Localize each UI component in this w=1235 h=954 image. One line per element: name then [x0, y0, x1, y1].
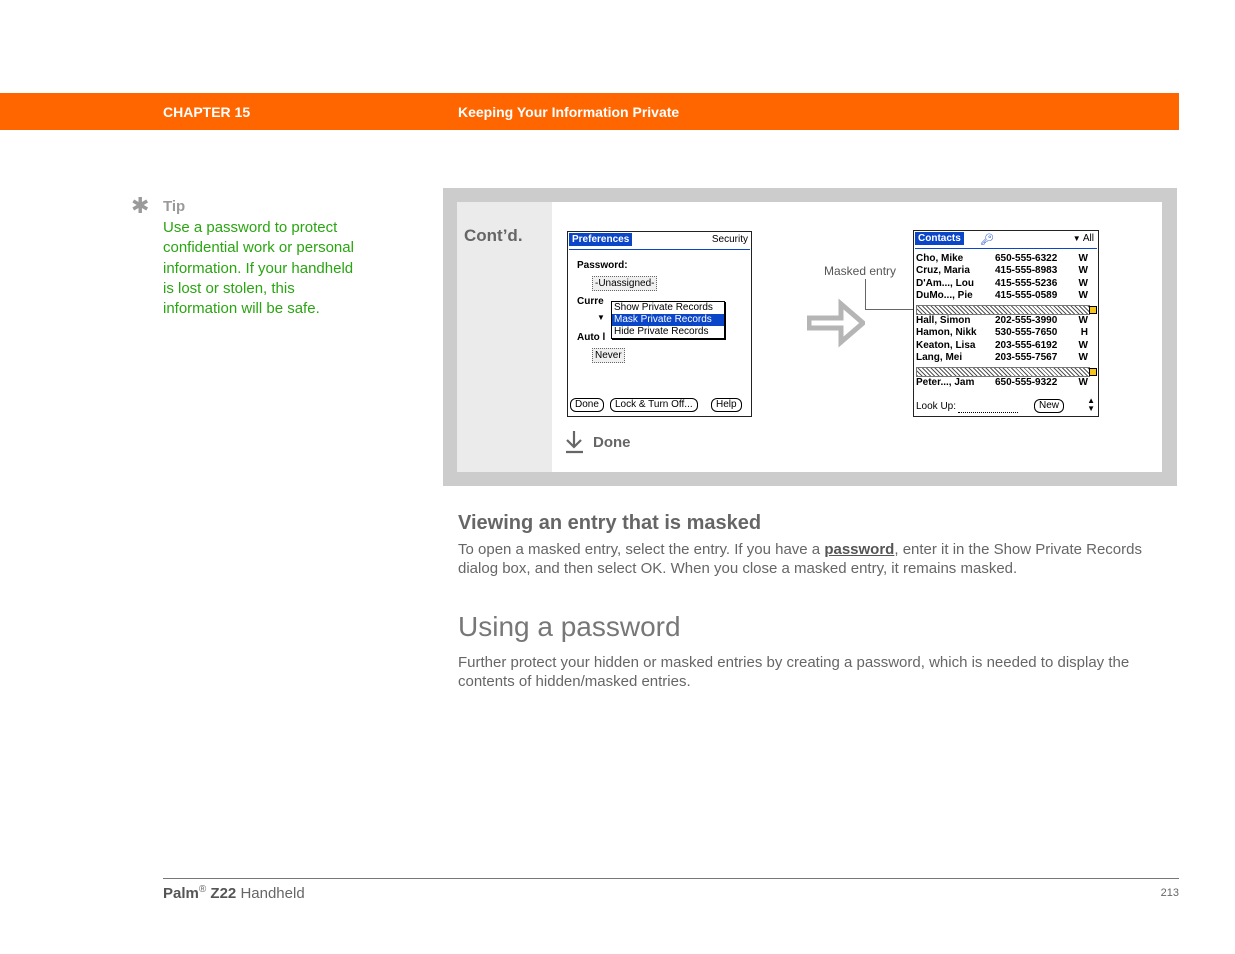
contacts-screenshot [913, 230, 1099, 417]
section-title: Viewing an entry that is masked [458, 512, 762, 534]
page-number: 213 [1160, 887, 1179, 899]
new-button: New [1034, 399, 1064, 413]
contact-row[interactable] [916, 265, 1096, 277]
contact-phone-type: W [1078, 352, 1088, 364]
contact-name: Keaton, Lisa [916, 339, 976, 351]
chapter-title: Keeping Your Information Private [458, 104, 680, 120]
category-picker [1073, 233, 1094, 244]
masked-record-bar[interactable] [916, 367, 1090, 377]
preferences-screenshot [567, 231, 752, 417]
contact-phone: 202-555-3990 [995, 315, 1058, 326]
contact-name: DuMo..., Pie [916, 290, 973, 302]
tip-text: Use a password to protect confidential work or personal information. If your handheld is lost or stolen, this information will be safe. [163, 219, 354, 318]
contact-name: D'Am..., Lou [916, 277, 974, 289]
callout-line-horizontal [865, 309, 914, 310]
contact-row[interactable] [916, 253, 1096, 265]
lock-icon [1089, 306, 1097, 314]
contact-phone-type: W [1078, 290, 1088, 302]
model: Z22 [210, 885, 237, 902]
continued-label: Cont’d. [464, 226, 523, 245]
section-body-text-end: , enter it in the Show Private Records dialog box, and then select OK. When you close a masked entry, it remains masked. [458, 541, 1142, 577]
contact-name: Peter..., Jam [916, 377, 975, 388]
masked-entry-callout: Masked entry [824, 264, 897, 278]
contact-phone: 203-555-7567 [995, 352, 1058, 364]
password-value: -Unassigned- [592, 276, 657, 291]
contact-name: Hall, Simon [916, 315, 971, 326]
contact-phone: 415-555-8983 [995, 265, 1058, 277]
heading-body: Further protect your hidden or masked entries by creating a password, which is needed to display the contents of hidden/masked entries. [458, 654, 1130, 690]
asterisk-icon: ✱ [131, 193, 150, 218]
callout-line-vertical [865, 279, 866, 309]
preferences-title: Preferences [569, 233, 632, 246]
done-button: Done [570, 398, 604, 412]
contact-row[interactable] [916, 327, 1096, 339]
contact-phone: 203-555-6192 [995, 339, 1058, 351]
title-underline [569, 249, 750, 250]
contact-phone: 415-555-0589 [995, 290, 1058, 302]
triangle-down-icon: ▼ [1072, 234, 1081, 243]
lookup-label: Look Up: [916, 401, 957, 412]
auto-label: Auto l [577, 332, 606, 343]
key-icon: 🔑︎ [980, 234, 994, 246]
lock-icon [1089, 368, 1097, 376]
contact-row[interactable] [916, 340, 1096, 352]
mask-private-records-option: Mask Private Records [612, 314, 724, 326]
footer-rule [163, 878, 1179, 879]
triangle-down-icon: ▼ [597, 313, 605, 322]
security-tab: Security [711, 234, 748, 245]
contact-phone-type: W [1078, 277, 1088, 289]
contact-name: Hamon, Nikk [916, 327, 977, 339]
contact-phone: 530-555-7650 [995, 327, 1058, 339]
hide-private-records-option: Hide Private Records [614, 326, 709, 337]
registered-mark: ® [198, 884, 207, 895]
contact-name: Cho, Mike [916, 253, 964, 264]
contact-phone: 415-555-5236 [995, 277, 1058, 289]
contact-phone-type: W [1078, 315, 1088, 326]
contact-name: Lang, Mei [916, 352, 963, 364]
lookup-field [958, 401, 1018, 413]
contact-phone-type: W [1078, 265, 1088, 277]
contact-phone-type: W [1078, 377, 1088, 388]
show-private-records-option: Show Private Records [614, 302, 713, 313]
contact-row[interactable] [916, 352, 1096, 364]
password-label: Password: [577, 260, 628, 271]
contact-phone-type: H [1080, 327, 1088, 339]
scroll-arrows-icon: ▲ ▼ [1087, 396, 1095, 413]
help-button: Help [711, 398, 742, 412]
contact-row[interactable] [916, 278, 1096, 290]
contact-phone: 650-555-9322 [995, 377, 1058, 388]
chapter-number: CHAPTER 15 [163, 104, 251, 120]
auto-lock-value: Never [592, 348, 625, 363]
done-label: Done [593, 434, 631, 451]
current-label: Curre [577, 296, 604, 307]
contact-phone-type: W [1078, 339, 1088, 351]
footer-product [163, 884, 305, 902]
title-underline [915, 248, 1097, 249]
brand: Palm [163, 885, 199, 902]
contact-row[interactable] [916, 315, 1096, 327]
product-name: Handheld [240, 885, 305, 902]
category-value: All [1082, 233, 1094, 244]
privacy-popup-list [611, 301, 725, 339]
done-arrow-icon [565, 430, 585, 454]
contact-phone-type: W [1078, 253, 1088, 264]
password-link[interactable]: password [824, 541, 895, 558]
contact-name: Cruz, Maria [916, 265, 970, 277]
tip-label: Tip [163, 198, 186, 215]
right-arrow-icon [807, 298, 865, 348]
masked-record-bar[interactable] [916, 305, 1090, 315]
heading-using-password: Using a password [458, 611, 681, 642]
section-body-text: To open a masked entry, select the entry. If you have a [458, 541, 825, 558]
section-body [458, 541, 1178, 578]
contact-row[interactable] [916, 290, 1096, 302]
contacts-title: Contacts [915, 232, 964, 245]
lock-turn-off-button: Lock & Turn Off... [610, 398, 698, 412]
contact-row[interactable] [916, 377, 1096, 389]
contact-phone: 650-555-6322 [995, 253, 1058, 264]
